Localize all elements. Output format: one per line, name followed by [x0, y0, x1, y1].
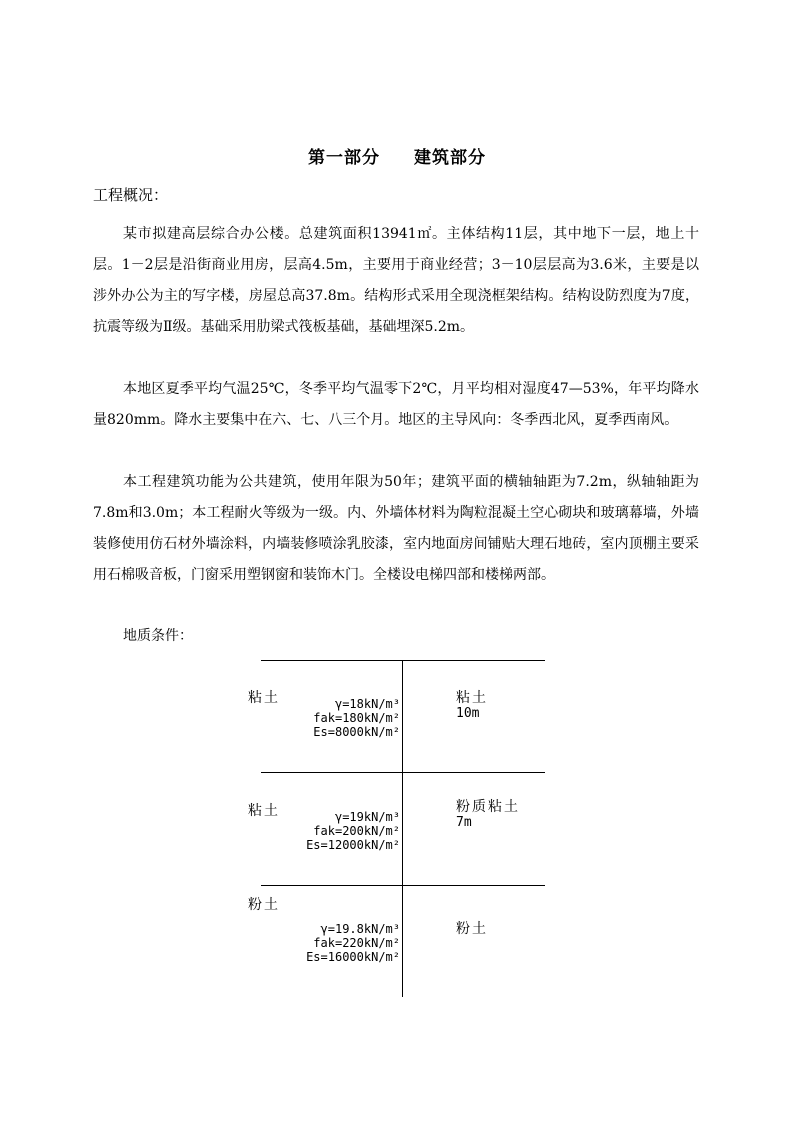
title-part: 第一部分 [308, 148, 380, 168]
layer-2-right [456, 800, 520, 830]
table-top-line [261, 660, 545, 661]
layer-1-right [456, 691, 488, 721]
layer-2-es: Es=12000kN/m² [306, 838, 400, 852]
layer-3-gamma: γ=19.8kN/m³ [320, 922, 400, 936]
page-title [0, 143, 794, 168]
title-name: 建筑部分 [414, 148, 486, 168]
layer-1-gamma: γ=18kN/m³ [334, 697, 400, 711]
layer-2-right-name: 粉质粘土 [456, 799, 520, 815]
layer-2-gamma: γ=19kN/m³ [334, 810, 400, 824]
layer-1-params [313, 697, 400, 739]
table-divider-1 [261, 772, 545, 773]
geology-heading: 地质条件： [123, 628, 193, 644]
table-divider-2 [261, 885, 545, 886]
layer-3-right-name: 粉土 [456, 921, 488, 937]
overview-paragraph-3: 本工程建筑功能为公共建筑，使用年限为50年；建筑平面的横轴轴距为7.2m，纵轴轴距为7.8m和3.0m；本工程耐火等级为一级。内、外墙体材料为陶粒混凝土空心砌块和玻璃幕墙，外墙装修使用仿石材外墙涂料，内墙装修喷涂乳胶漆，室内地面房间铺贴大理石地砖，室内顶棚主要采用石棉吸音板，门窗采用塑钢窗和装饰木门。全楼设电梯四部和楼梯两部。 [93, 474, 699, 583]
layer-2-fak: fak=200kN/m² [313, 824, 400, 838]
overview-heading: 工程概况： [93, 186, 169, 204]
layer-3-fak: fak=220kN/m² [313, 936, 400, 950]
layer-1-thickness: 10m [456, 706, 480, 721]
layer-1-fak: fak=180kN/m² [313, 711, 400, 725]
layer-2-thickness: 7m [456, 815, 472, 830]
layer-3-es: Es=16000kN/m² [306, 950, 400, 964]
layer-1-es: Es=8000kN/m² [313, 725, 400, 739]
overview-paragraph-2: 本地区夏季平均气温25℃，冬季平均气温零下2℃，月平均相对湿度47—53%，年平均降水量820mm。降水主要集中在六、七、八三个月。地区的主导风向：冬季西北风，夏季西南风。 [93, 381, 699, 428]
layer-1-left-name: 粘土 [248, 690, 280, 706]
layer-2-left-name: 粘土 [248, 803, 280, 819]
table-vertical-line [402, 660, 403, 997]
overview-paragraph-1: 某市拟建高层综合办公楼。总建筑面积13941㎡。主体结构11层，其中地下一层，地上十层。1－2层是沿街商业用房，层高4.5m，主要用于商业经营；3－10层层高为3.6米，主要是以涉外办公为主的写字楼，房屋总高37.8m。结构形式采用全现浇框架结构。结构设防烈度为7度，抗震等级为Ⅱ级。基础采用肋梁式筏板基础，基础埋深5.2m。 [93, 226, 699, 335]
layer-2-params [306, 810, 400, 852]
layer-3-right [456, 922, 488, 937]
layer-3-left-name: 粉土 [248, 897, 280, 913]
layer-3-params [306, 922, 400, 964]
layer-1-right-name: 粘土 [456, 690, 488, 706]
